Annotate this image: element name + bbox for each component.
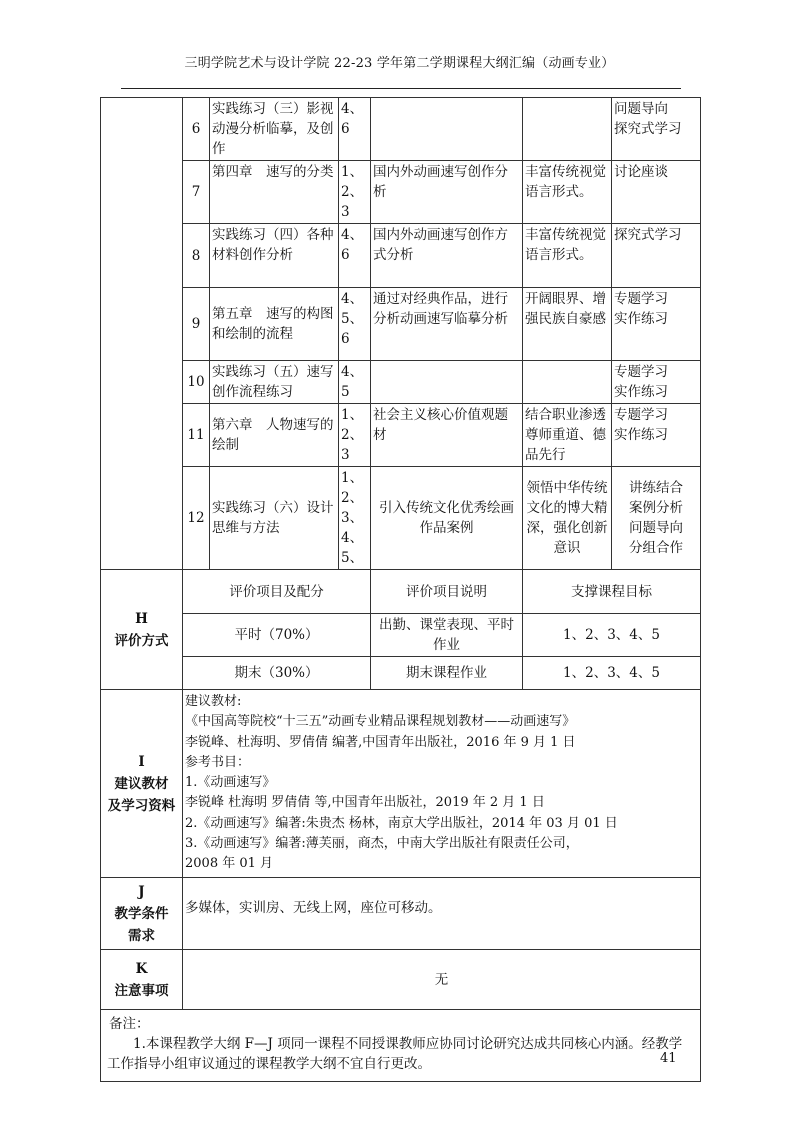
- ideology-cell: 开阔眼界、增强民族自豪感: [523, 288, 612, 361]
- section-letter: K: [135, 960, 148, 977]
- content-cell: 实践练习（四）各种材料创作分析: [210, 224, 339, 288]
- evaluation-header-goals: 支撑课程目标: [523, 570, 701, 614]
- content-cell: 第五章 速写的构图和绘制的流程: [210, 288, 339, 361]
- remarks-section: [101, 1010, 701, 1082]
- goals-cell: 4、5、6: [339, 288, 371, 361]
- schedule-row-12: [101, 467, 701, 570]
- goals-cell: 4、6: [339, 98, 371, 161]
- section-title: 注意事项: [114, 982, 169, 999]
- teaching-cell: 专题学习 实作练习: [612, 361, 701, 404]
- evaluation-goals: 1、2、3、4、5: [523, 657, 701, 690]
- conditions-section: [101, 878, 701, 950]
- materials-line: 《中国高等院校“十三五”动画专业精品课程规划教材——动画速写》: [185, 714, 576, 730]
- goals-cell: 1、2、3、4、5、: [339, 467, 371, 570]
- schedule-row-6: [101, 98, 701, 161]
- week-number: 10: [183, 361, 210, 404]
- method-cell: 引入传统文化优秀绘画作品案例: [371, 467, 523, 570]
- notices-content: 无: [183, 950, 701, 1010]
- header-rule: [121, 88, 681, 89]
- method-cell: 社会主义核心价值观题材: [371, 404, 523, 467]
- materials-label: [101, 690, 183, 878]
- section-title: 评价方式: [114, 632, 169, 649]
- teaching-cell: 专题学习 实作练习: [612, 404, 701, 467]
- method-cell: 国内外动画速写创作分析: [371, 161, 523, 224]
- page-header: 三明学院艺术与设计学院 22-23 学年第二学期课程大纲汇编（动画专业）: [184, 56, 615, 71]
- page-number: 41: [660, 1051, 677, 1066]
- method-cell: [371, 98, 523, 161]
- section-title-line-2: 及学习资料: [107, 797, 176, 814]
- method-cell: 通过对经典作品，进行分析动画速写临摹分析: [371, 288, 523, 361]
- evaluation-desc: 出勤、课堂表现、平时作业: [371, 614, 523, 657]
- evaluation-header-item: 评价项目及配分: [183, 570, 371, 614]
- evaluation-label: [101, 570, 183, 690]
- schedule-row-9: [101, 288, 701, 361]
- section-letter: J: [138, 883, 145, 900]
- evaluation-header-desc: 评价项目说明: [371, 570, 523, 614]
- week-number: 9: [183, 288, 210, 361]
- section-letter: I: [138, 753, 145, 770]
- evaluation-item: 平时（70%）: [183, 614, 371, 657]
- goals-cell: 4、6: [339, 224, 371, 288]
- schedule-row-7: [101, 161, 701, 224]
- materials-line: 1.《动画速写》: [185, 775, 276, 791]
- teaching-cell: 讨论座谈: [612, 161, 701, 224]
- section-title-line-2: 需求: [128, 927, 155, 944]
- goals-cell: 1、2、3: [339, 161, 371, 224]
- content-cell: 实践练习（三）影视动漫分析临摹，及创作: [210, 98, 339, 161]
- evaluation-desc: 期末课程作业: [371, 657, 523, 690]
- teaching-cell: 探究式学习: [612, 224, 701, 288]
- goals-cell: 4、5: [339, 361, 371, 404]
- ideology-cell: 结合职业渗透尊师重道、德品先行: [523, 404, 612, 467]
- week-number: 12: [183, 467, 210, 570]
- materials-line: 李锐峰 杜海明 罗倩倩 等,中国青年出版社，2019 年 2 月 1 日: [185, 795, 545, 811]
- ideology-cell: 丰富传统视觉语言形式。: [523, 161, 612, 224]
- remarks-text: 1.本课程教学大纲 F—J 项同一课程不同授课教师应协同讨论研究达成共同核心内涵。经教学工作指导小组审议通过的课程教学大纲不宜自行更改。: [107, 1036, 683, 1072]
- teaching-cell: 讲练结合 案例分析 问题导向 分组合作: [612, 467, 701, 570]
- ideology-cell: 丰富传统视觉语言形式。: [523, 224, 612, 288]
- method-cell: 国内外动画速写创作方式分析: [371, 224, 523, 288]
- materials-line: 2.《动画速写》编著:朱贵杰 杨林，南京大学出版社，2014 年 03 月 01 日: [185, 815, 618, 831]
- method-cell: [371, 361, 523, 404]
- schedule-rows: [101, 98, 701, 570]
- content-cell: 实践练习（五）速写创作流程练习: [210, 361, 339, 404]
- materials-section: [101, 690, 701, 878]
- section-title-line-1: 建议教材: [114, 775, 169, 792]
- materials-line: 3.《动画速写》编著:薄芙丽，商杰，中南大学出版社有限责任公司，: [185, 836, 579, 852]
- content-cell: 实践练习（六）设计思维与方法: [210, 467, 339, 570]
- goals-cell: 1、2、3: [339, 404, 371, 467]
- conditions-content: 多媒体，实训房、无线上网，座位可移动。: [183, 878, 701, 950]
- week-number: 11: [183, 404, 210, 467]
- schedule-row-11: [101, 404, 701, 467]
- ideology-cell: [523, 98, 612, 161]
- teaching-cell: 问题导向 探究式学习: [612, 98, 701, 161]
- content-cell: 第六章 人物速写的绘制: [210, 404, 339, 467]
- teaching-cell: 专题学习 实作练习: [612, 288, 701, 361]
- materials-line: 建议教材:: [185, 694, 242, 709]
- materials-content: [183, 690, 701, 878]
- ideology-cell: [523, 361, 612, 404]
- materials-line: 参考书目：: [185, 754, 251, 770]
- content-cell: 第四章 速写的分类: [210, 161, 339, 224]
- week-number: 7: [183, 161, 210, 224]
- evaluation-item: 期末（30%）: [183, 657, 371, 690]
- materials-line: 2008 年 01 月: [185, 856, 274, 872]
- schedule-row-8: [101, 224, 701, 288]
- evaluation-goals: 1、2、3、4、5: [523, 614, 701, 657]
- ideology-cell: 领悟中华传统文化的博大精深，强化创新意识: [523, 467, 612, 570]
- conditions-label: [101, 878, 183, 950]
- left-blank-cell: [101, 98, 183, 570]
- evaluation-section: [101, 570, 701, 690]
- remarks-cell: [101, 1010, 701, 1082]
- materials-line: 李锐峰、杜海明、罗倩倩 编著,中国青年出版社，2016 年 9 月 1 日: [185, 734, 576, 750]
- section-letter: H: [135, 610, 148, 627]
- schedule-row-10: [101, 361, 701, 404]
- syllabus-table: [100, 97, 701, 1082]
- section-title-line-1: 教学条件: [114, 905, 169, 922]
- week-number: 6: [183, 98, 210, 161]
- week-number: 8: [183, 224, 210, 288]
- notices-label: [101, 950, 183, 1010]
- remarks-title: 备注：: [109, 1016, 150, 1032]
- notices-section: [101, 950, 701, 1010]
